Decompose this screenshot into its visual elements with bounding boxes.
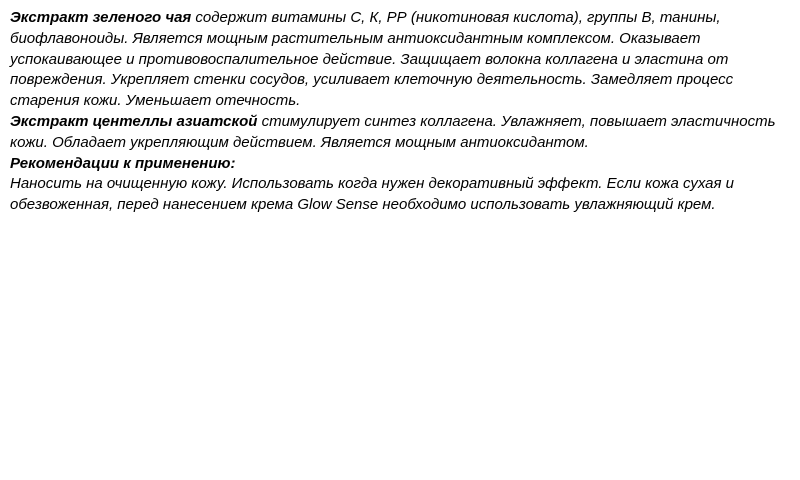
green-tea-lead: Экстракт зеленого чая [10, 9, 192, 26]
recommendations-text: Наносить на очищенную кожу. Использовать когда нужен декоративный эффект. Если кожа сухая и обезвоженная, перед нанесением крема Glow Sense необходимо использовать увлажняющий крем. [10, 175, 735, 214]
green-tea-paragraph [10, 8, 790, 112]
recommendations-heading [10, 154, 790, 175]
product-description [0, 0, 800, 216]
centella-text: стимулирует синтез коллагена. Увлажняет, повышает эластичность кожи. Обладает укрепляющим действием. Является мощным антиоксидантом. [10, 112, 776, 151]
green-tea-text: содержит витамины С, К, РР (никотиновая кислота), группы В, танины, биофлавоноиды. Является мощным растительным антиоксидантным комплексом. Оказывает успокаивающее и противовоспалительное действие. Защищает волокна коллагена и эластина от повреждения. Укрепляет стенки сосудов, усиливает клеточную деятельность. Замедляет процесс старения кожи. Уменьшает отечность. [10, 9, 734, 110]
recommendations-heading-text: Рекомендации к применению: [10, 154, 236, 172]
centella-lead: Экстракт центеллы азиатской [10, 112, 258, 130]
centella-paragraph [10, 112, 790, 154]
